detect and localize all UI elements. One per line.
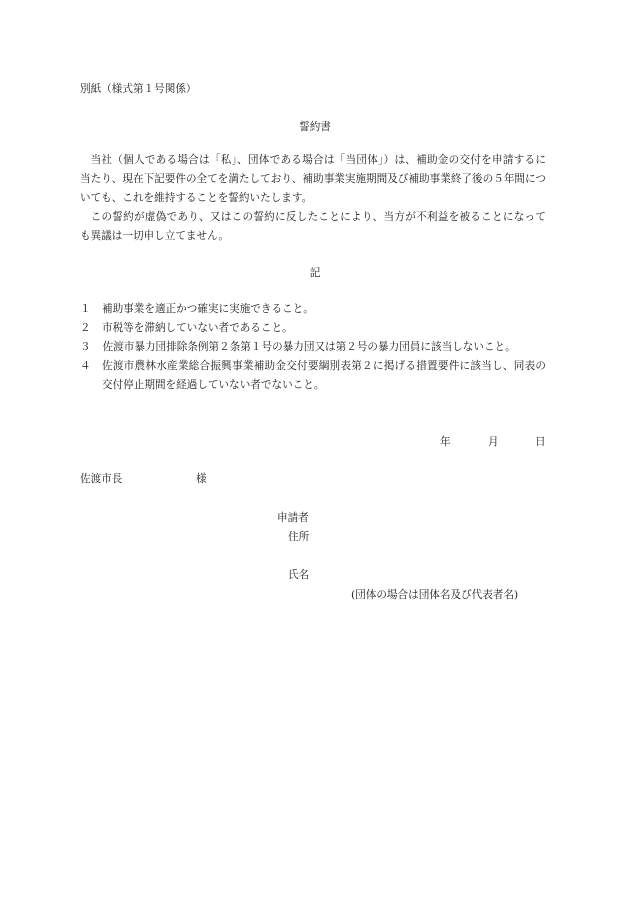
applicant-label: 申請者 (277, 512, 309, 524)
requirement-item-1 (80, 300, 546, 319)
applicant-address-label: 住所 (288, 531, 310, 543)
document-title: 誓約書 (299, 121, 331, 133)
requirement-text: 補助事業を適正かつ確実に実施できること。 (102, 303, 314, 315)
requirement-number: ２ (80, 322, 91, 334)
annex-label: 別紙（様式第１号関係） (80, 83, 197, 95)
requirement-number: ４ (80, 360, 91, 372)
addressee-honorific: 様 (196, 473, 207, 485)
date-day-label: 日 (535, 436, 546, 448)
applicant-name-label: 氏名 (288, 569, 310, 581)
requirement-item-2 (80, 319, 546, 338)
pledge-paragraph-1: 当社（個人である場合は「私」、団体である場合は「当団体」）は、補助金の交付を申請するに当たり、現在下記要件の全てを満たしており、補助事業実施期間及び補助事業終了後の５年間についても、これを維持することを誓約いたします。 (80, 154, 546, 204)
applicant-name-note: (団体の場合は団体名及び代表者名) (351, 589, 519, 601)
requirement-text: 市税等を滞納していない者であること。 (102, 322, 293, 334)
requirement-text: 佐渡市農林水産業総合振興事業補助金交付要綱別表第２に掲げる措置要件に該当し、同表の交付停止期間を経過していない者でないこと。 (102, 360, 546, 391)
ki-heading: 記 (309, 267, 321, 279)
requirement-text: 佐渡市暴力団排除条例第２条第１号の暴力団又は第２号の暴力団員に該当しないこと。 (102, 341, 516, 353)
requirement-item-4 (80, 357, 546, 395)
date-month-label: 月 (488, 436, 499, 448)
pledge-body (80, 151, 546, 246)
requirement-number: ３ (80, 341, 91, 353)
addressee-name: 佐渡市長 (80, 473, 123, 485)
pledge-paragraph-2: この誓約が虚偽であり、又はこの誓約に反したことにより、当方が不利益を被ることになっても異議は一切申し立てません。 (80, 211, 546, 242)
requirements-list (80, 300, 546, 395)
date-year-label: 年 (440, 436, 451, 448)
requirement-item-3 (80, 338, 546, 357)
requirement-number: １ (80, 303, 91, 315)
